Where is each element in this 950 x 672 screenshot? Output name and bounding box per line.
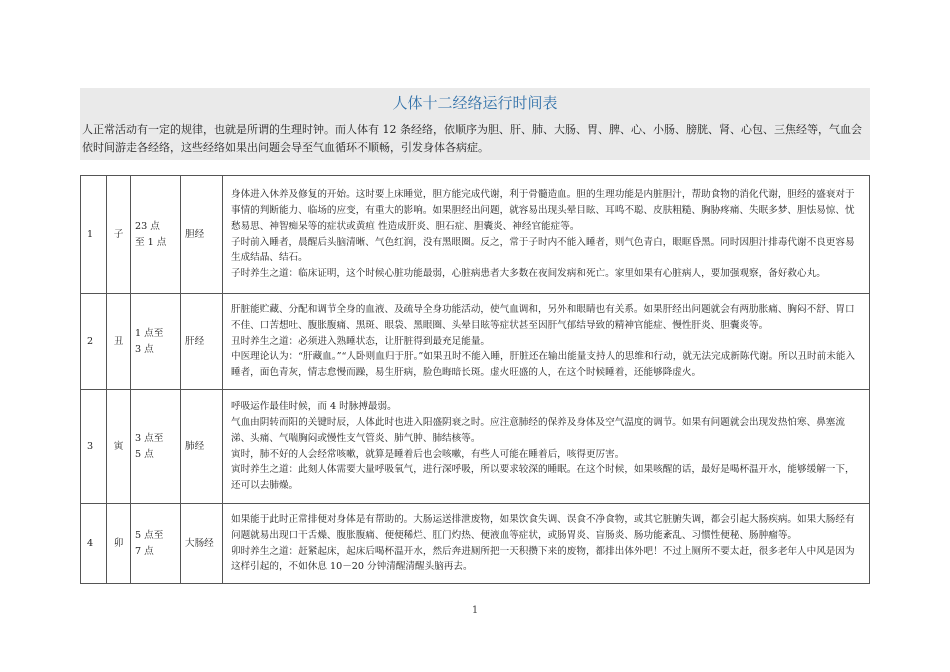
row-number: 1 [81,176,107,294]
row-number: 4 [81,504,107,584]
row-number: 3 [81,390,107,504]
time-range-line: 3 点至 [135,432,164,444]
meridian-description [223,504,870,584]
time-range-line: 5 点 [135,448,154,460]
meridian-table [80,175,870,584]
description-paragraph: 丑时养生之道：必须进入熟睡状态，让肝脏得到最充足能量。 [231,335,491,347]
table-row [81,504,870,584]
description-paragraph: 子时养生之道：临床证明，这个时候心脏功能最弱，心脏病患者大多数在夜间发病和死亡。家里如果有心脏病人，要加强观察，备好救心丸。 [231,268,826,280]
time-range [131,504,181,584]
meridian-table-body [81,176,870,584]
time-range [131,294,181,390]
page-title: 人体十二经络运行时间表 [392,94,558,112]
earthly-branch: 丑 [107,294,131,390]
description-paragraph: 中医理论认为：“肝藏血。”“人卧则血归于肝。”如果丑时不能入睡，肝脏还在输出能量支持人的思维和行动，就无法完成新陈代谢。所以丑时前未能入睡者，面色青灰，情志怠慢而躁，易生肝病，脸色晦暗长斑。虚火旺盛的人，在这个时候睡着，还能够降虚火。 [231,351,856,379]
description-paragraph: 子时前入睡者，晨醒后头脑清晰、气色红润，没有黑眼圈。反之，常于子时内不能入睡者，则气色青白，眼眶昏黑。同时因胆汁排毒代谢不良更容易生成结晶、结石。 [231,236,855,264]
intro-paragraph: 人正常活动有一定的规律，也就是所谓的生理时钟。而人体有 12 条经络，依顺序为胆、肝、肺、大肠、胃、脾、心、小肠、膀胱、肾、心包、三焦经等，气血会依时间游走各经络，这些经络如果出问题会导至气血循环不顺畅，引发身体各病症。 [82,123,862,154]
description-paragraph: 如果能于此时正常排便对身体是有帮助的。大肠运送排泄废物，如果饮食失调、误食不净食物，或其它脏腑失调，都会引起大肠疾病。如果大肠经有问题就易出现口干舌燥、腹胀腹痛、便便稀烂、肛门灼热、便液血等症状，或肠胃炎、盲肠炎、肠功能紊乱、习惯性便秘、肠肿瘤等。 [231,513,855,541]
description-paragraph: 卯时养生之道：赶紧起床，起床后喝杯温开水，然后奔进厕所把一天积攒下来的废物，都排出体外吧！不过上厕所不要太赶，很多老年人中风是因为这样引起的，不如休息 10－20 分钟清醒清醒头脑再去。 [231,545,855,573]
time-range-line: 23 点 [135,220,160,232]
table-row [81,294,870,390]
page-number: 1 [471,605,479,616]
time-range-line: 3 点 [135,343,154,355]
header-box [80,88,870,160]
meridian-name: 肝经 [181,294,223,390]
row-number: 2 [81,294,107,390]
description-paragraph: 寅时，肺不好的人会经常咳嗽，就算是睡着后也会咳嗽，有些人可能在睡着后，咳得更厉害。 [231,448,625,460]
meridian-name: 大肠经 [181,504,223,584]
earthly-branch: 寅 [107,390,131,504]
description-paragraph: 肝脏能贮藏、分配和调节全身的血液、及疏导全身功能活动，使气血调和，另外和眼睛也有关系。如果肝经出问题就会有两肋胀痛、胸闷不舒、胃口不佳、口苦想吐、腹胀腹痛、黑斑、眼袋、黑眼圈、头晕目眩等症状甚至因肝气郁结导致的精神官能症、慢性肝炎、胆囊炎等。 [231,304,855,331]
table-row [81,390,870,504]
earthly-branch: 子 [107,176,131,294]
earthly-branch: 卯 [107,504,131,584]
description-paragraph: 呼吸运作最佳时候，而 4 时脉搏最弱。 [231,401,397,413]
time-range [131,390,181,504]
time-range-line: 1 点至 [135,327,164,339]
description-paragraph: 气血由阴转而阳的关键时辰，人体此时也进入阳盛阴衰之时。应注意肺经的保养及身体及空气温度的调节。如果有问题就会出现发热怕寒、鼻塞流涕、头痛、气喘胸闷或慢性支气管炎、肺气肿、肺结核等。 [231,416,845,444]
meridian-description [223,294,870,390]
description-paragraph: 身体进入休养及修复的开始。这时要上床睡觉，胆方能完成代谢，利于骨髓造血。胆的生理功能是内脏胆汁，帮助食物的消化代谢，胆经的盛衰对于事情的判断能力、临场的应变，有重大的影响。如果胆经出问题，就容易出现头晕目眩、耳鸣不聪、皮肤粗糙、胸胁疼痛、失眠多梦、胆怯易惊、忧愁易思、神智痴呆等的症状或黄疸 性造成肝炎、胆石症、胆囊炎、神经官能症等。 [231,189,855,232]
description-paragraph: 寅时养生之道：此刻人体需要大量呼吸氧气，进行深呼吸，所以要求较深的睡眠。在这个时候，如果咳醒的话，最好是喝杯温开水，能够缓解一下，还可以去肺燥。 [231,464,855,492]
time-range-line: 7 点 [135,545,154,557]
meridian-description [223,390,870,504]
time-range [131,176,181,294]
time-range-line: 至 1 点 [135,236,167,248]
table-row [81,176,870,294]
meridian-description [223,176,870,294]
meridian-name: 胆经 [181,176,223,294]
time-range-line: 5 点至 [135,529,164,541]
meridian-name: 肺经 [181,390,223,504]
